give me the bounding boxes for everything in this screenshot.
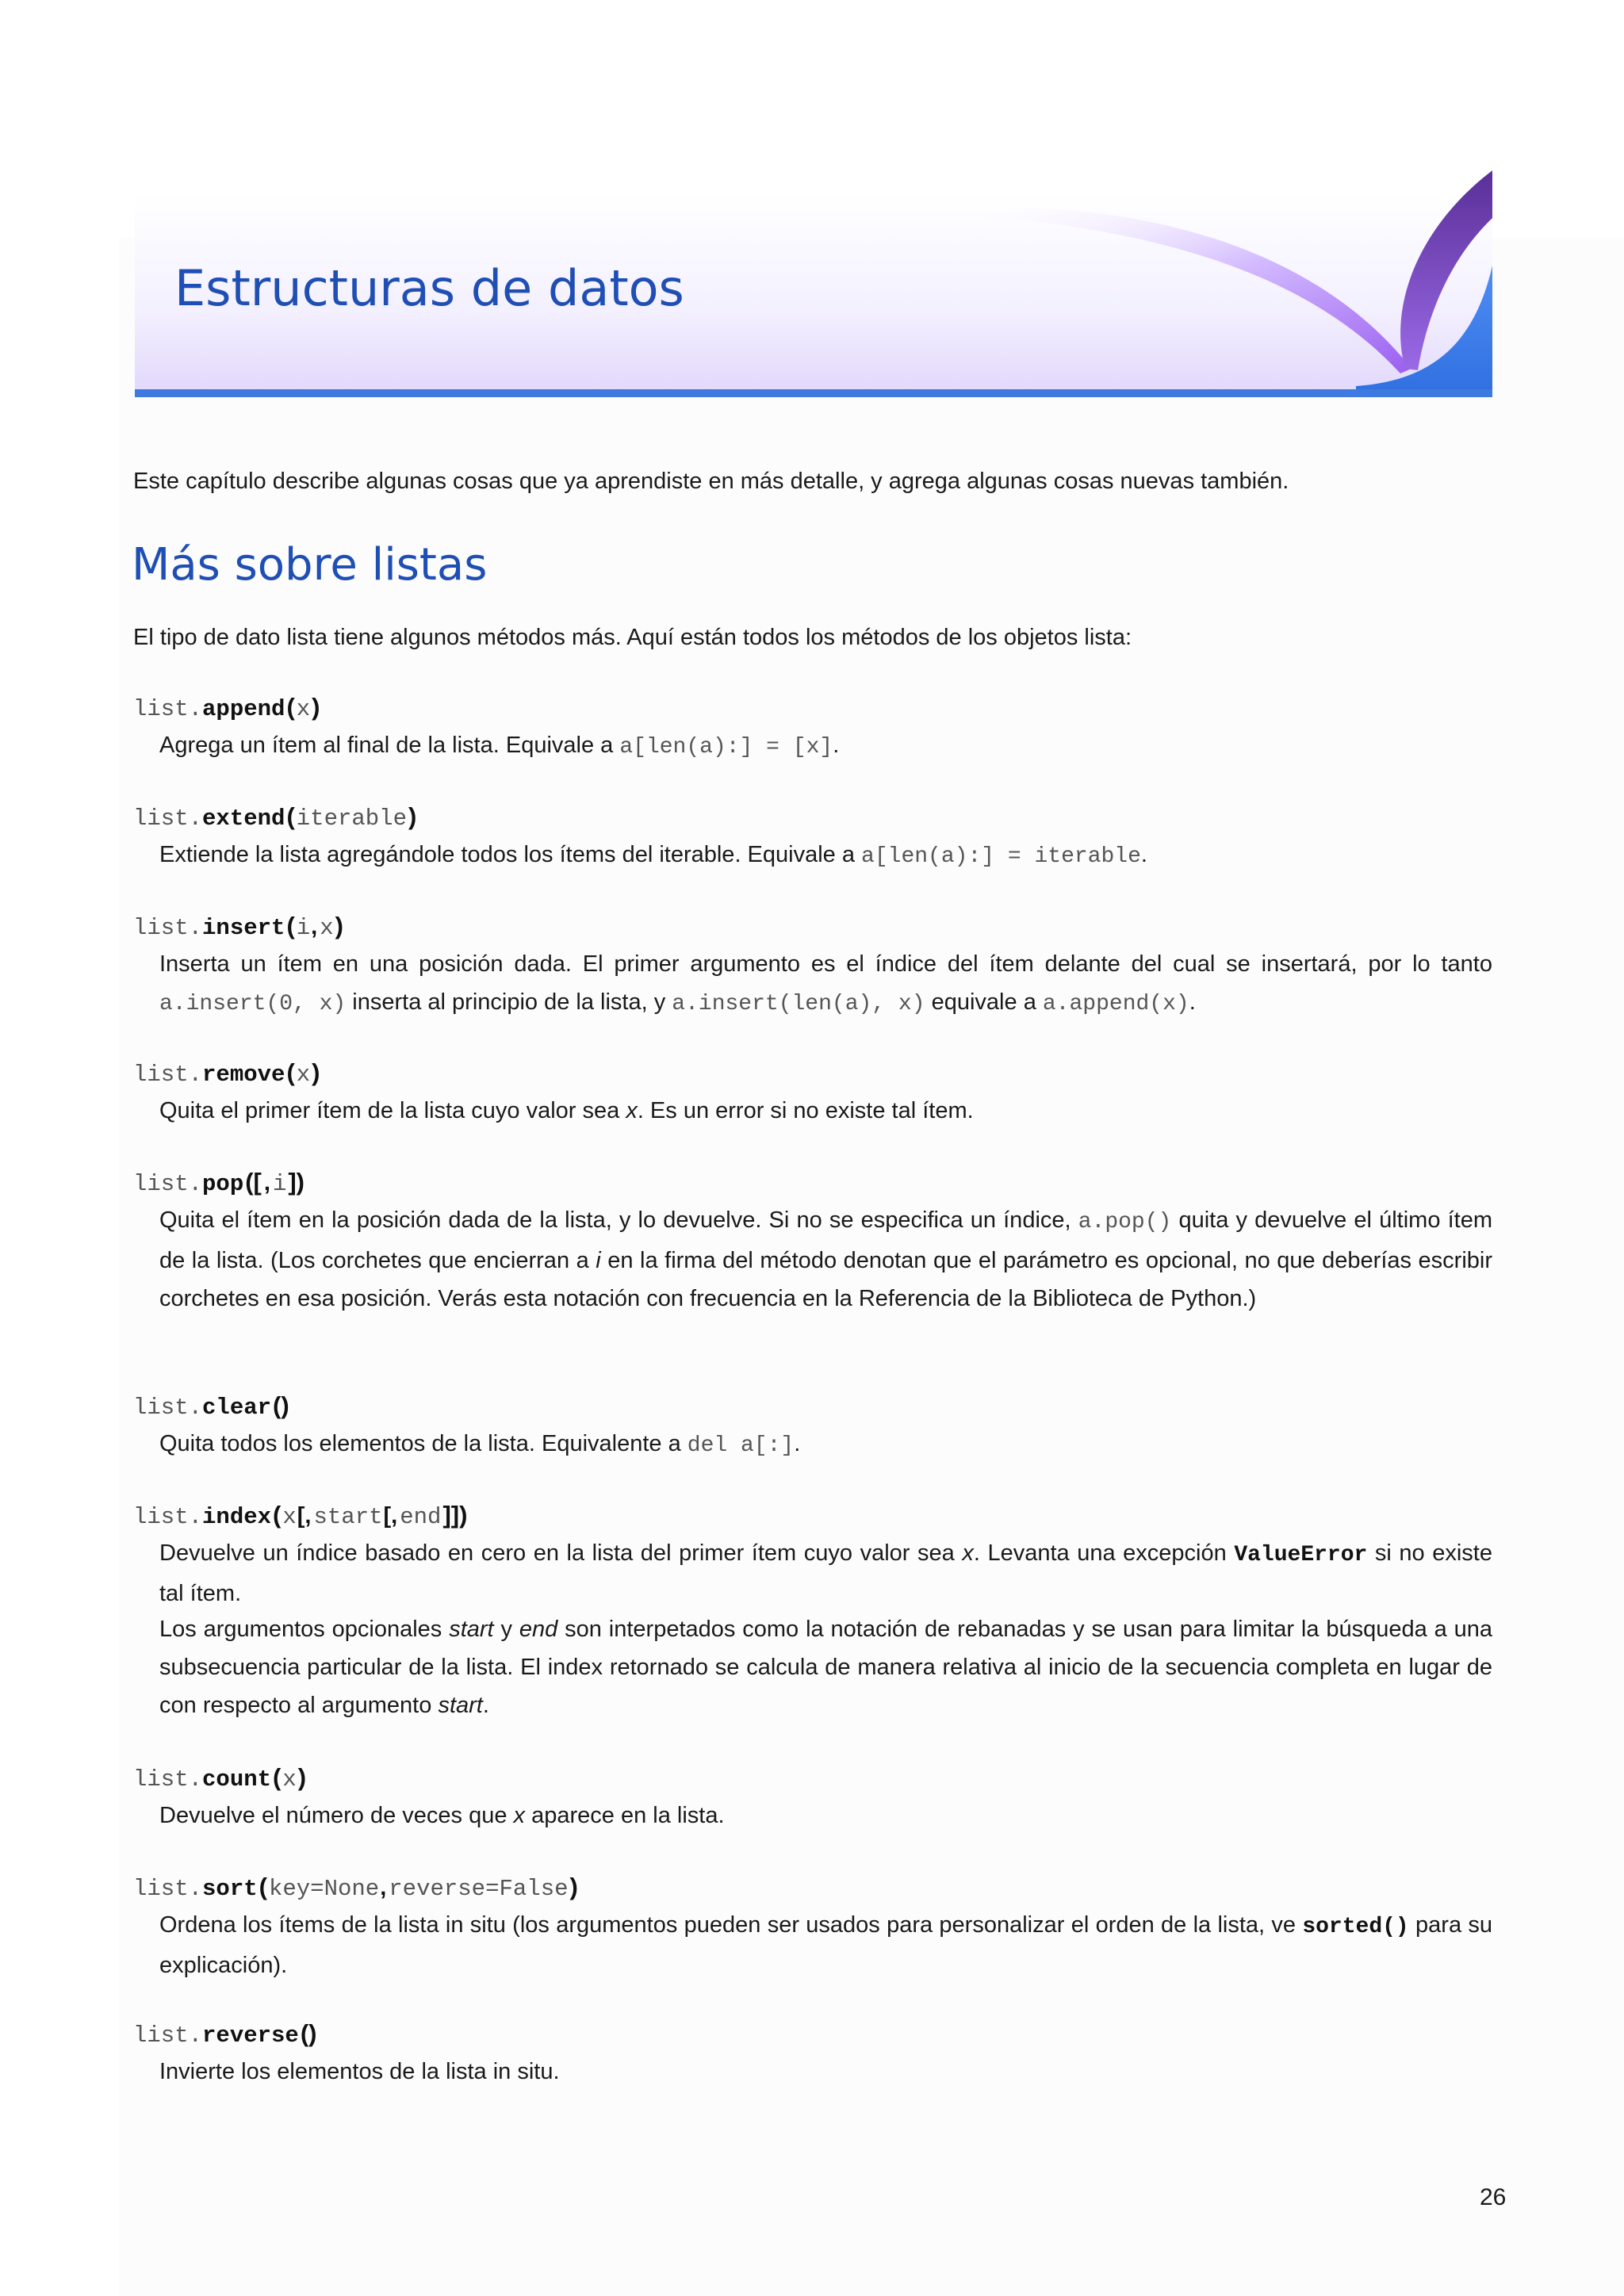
arg-separator: , [311, 914, 318, 939]
arg-separator: , [263, 1170, 270, 1196]
chapter-intro: Este capítulo describe algunas cosas que ya aprendiste en más detalle, y agrega algunas cosas nuevas también. [133, 469, 1289, 494]
method-description [159, 836, 1492, 876]
class-prefix: list. [133, 806, 203, 832]
section-intro: El tipo de dato lista tiene algunos métodos más. Aquí están todos los métodos de los objetos lista: [133, 625, 1132, 650]
open-paren: ( [273, 1501, 282, 1529]
method-name: insert [202, 915, 285, 941]
class-prefix: list. [133, 1504, 203, 1530]
desc-text: . [1189, 989, 1196, 1015]
desc-text: son interpetados como la notación de rebanadas y se usan para limitar la búsqueda a una subsecuencia particular de la lista. El index retornado se calcula de manera relativa al inicio de la secuencia completa en lugar de con respecto al argumento [159, 1617, 1493, 1718]
method-argument: end [400, 1504, 442, 1530]
desc-text: . [794, 1431, 801, 1456]
section-title: Más sobre listas [132, 539, 488, 591]
desc-text: aparece en la lista. [525, 1803, 725, 1828]
optional-bracket: [, [297, 1503, 312, 1529]
inline-code: a[len(a):] = iterable [861, 844, 1141, 869]
open-paren: ( [286, 1058, 295, 1086]
method-signature [133, 1869, 580, 1904]
class-prefix: list. [133, 2022, 203, 2049]
method-name: index [202, 1504, 272, 1530]
italic-term: end [519, 1617, 558, 1642]
desc-text: . Levanta una excepción [973, 1540, 1235, 1566]
desc-text: Inserta un ítem en una posición dada. El primer argumento es el índice del ítem delante del cual se insertará, por lo tanto [159, 951, 1492, 977]
class-prefix: list. [133, 1876, 203, 1902]
desc-text: Extiende la lista agregándole todos los ítems del iterable. Equivale a [159, 842, 862, 867]
class-prefix: list. [133, 1171, 203, 1197]
open-paren: ( [286, 912, 295, 939]
inline-code: a.append(x) [1042, 992, 1189, 1016]
method-signature [133, 1498, 469, 1533]
desc-text: Quita el ítem en la posición dada de la lista, y lo devuelve. Si no se especifica un índice, [159, 1207, 1078, 1233]
method-name: remove [202, 1062, 285, 1088]
open-paren: ( [286, 802, 295, 830]
parens: () [300, 2019, 317, 2047]
method-name: extend [202, 806, 285, 832]
method-signature [133, 1388, 291, 1423]
desc-text: para su explicación). [159, 1912, 1492, 1978]
desc-text: quita y devuelve el último ítem de la lista. (Los corchetes que encierran a [159, 1207, 1492, 1273]
desc-text: Devuelve el número de veces que [159, 1803, 514, 1828]
method-argument: x [320, 915, 334, 941]
class-prefix: list. [133, 1062, 203, 1088]
desc-text: . [482, 1693, 489, 1718]
close-paren: ) [569, 1873, 578, 1900]
optional-bracket: [, [383, 1503, 398, 1529]
method-signature [133, 2016, 319, 2051]
desc-text: . [1140, 842, 1147, 867]
desc-text: Invierte los elementos de la lista in situ. [159, 2059, 560, 2084]
open-paren: ( [259, 1873, 267, 1900]
close-bracket: ]]) [442, 1501, 468, 1529]
chapter-banner [135, 170, 1492, 397]
inline-code: a.insert(0, x) [159, 992, 347, 1016]
desc-text: y [493, 1617, 519, 1642]
close-bracket: ]) [288, 1168, 305, 1196]
italic-term: start [449, 1617, 494, 1642]
italic-term: i [596, 1248, 601, 1273]
method-description [159, 1092, 1492, 1130]
desc-text: en la firma del método denotan que el parámetro es opcional, no que deberías escribir corchetes en esa posición. Verás esta notación con frecuencia en la Referencia de la Biblioteca de Python.) [159, 1248, 1493, 1311]
method-signature [133, 1055, 322, 1090]
method-signature [133, 690, 322, 725]
class-prefix: list. [133, 915, 203, 941]
method-argument: key=None [268, 1876, 380, 1902]
close-paren: ) [312, 693, 320, 721]
desc-text: . Es un error si no existe tal ítem. [637, 1098, 974, 1123]
italic-term: start [438, 1693, 483, 1718]
method-name: clear [202, 1395, 272, 1421]
method-description [159, 1534, 1492, 1613]
italic-term: x [513, 1803, 526, 1828]
method-argument: i [296, 915, 311, 941]
function-reference-link[interactable]: sorted() [1302, 1915, 1409, 1939]
method-name: sort [202, 1876, 258, 1902]
method-argument: i [272, 1171, 287, 1197]
method-argument: reverse=False [389, 1876, 569, 1902]
method-name: append [202, 696, 285, 722]
method-argument: start [313, 1504, 383, 1530]
method-description-extra [159, 1610, 1492, 1724]
open-paren: ( [273, 1763, 282, 1791]
close-paren: ) [312, 1058, 320, 1086]
inline-code: del a[:] [687, 1433, 795, 1458]
italic-term: x [626, 1098, 638, 1123]
method-name: pop [202, 1171, 244, 1197]
inline-code: a.insert(len(a), x) [672, 992, 925, 1016]
desc-text: Devuelve un índice basado en cero en la lista del primer ítem cuyo valor sea [159, 1540, 963, 1566]
open-bracket: ([ [245, 1168, 262, 1196]
inline-code: a[len(a):] = [x] [619, 735, 833, 760]
close-paren: ) [335, 912, 343, 939]
method-description [159, 945, 1492, 1024]
desc-text: Los argumentos opcionales [159, 1617, 450, 1642]
method-description [159, 2053, 1492, 2091]
desc-text: Ordena los ítems de la lista in situ (los argumentos pueden ser usados para personalizar el orden de la lista, ve [159, 1912, 1303, 1938]
method-signature [133, 909, 345, 943]
method-signature [133, 799, 418, 834]
method-name: reverse [202, 2022, 299, 2049]
desc-text: . [833, 733, 840, 758]
method-description [159, 1425, 1492, 1465]
exception-name: ValueError [1234, 1543, 1368, 1567]
close-paren: ) [297, 1763, 307, 1791]
class-prefix: list. [133, 1766, 203, 1793]
method-argument: x [296, 1062, 311, 1088]
method-signature [133, 1165, 306, 1200]
close-paren: ) [408, 802, 417, 830]
method-signature [133, 1760, 308, 1795]
desc-text: Quita el primer ítem de la lista cuyo valor sea [159, 1098, 626, 1123]
class-prefix: list. [133, 696, 203, 722]
desc-text: si no existe tal ítem. [159, 1540, 1492, 1606]
method-argument: x [296, 696, 311, 722]
desc-text: Agrega un ítem al final de la lista. Equivale a [159, 733, 620, 758]
method-argument: x [282, 1504, 297, 1530]
class-prefix: list. [133, 1395, 203, 1421]
method-argument: iterable [296, 806, 407, 832]
method-description [159, 1201, 1492, 1318]
inline-code: a.pop() [1078, 1210, 1172, 1234]
desc-text: inserta al principio de la lista, y [346, 989, 672, 1015]
method-description [159, 1906, 1492, 1984]
open-paren: ( [286, 693, 295, 721]
method-description [159, 1797, 1492, 1835]
desc-text: Quita todos los elementos de la lista. Equivalente a [159, 1431, 688, 1456]
arg-separator: , [380, 1875, 387, 1900]
method-description [159, 726, 1492, 767]
chapter-title: Estructuras de datos [174, 259, 684, 317]
page-number: 26 [1480, 2184, 1507, 2210]
method-name: count [202, 1766, 272, 1793]
desc-text: equivale a [925, 989, 1043, 1015]
parens: () [273, 1391, 289, 1419]
italic-term: x [962, 1540, 974, 1566]
method-argument: x [282, 1766, 297, 1793]
